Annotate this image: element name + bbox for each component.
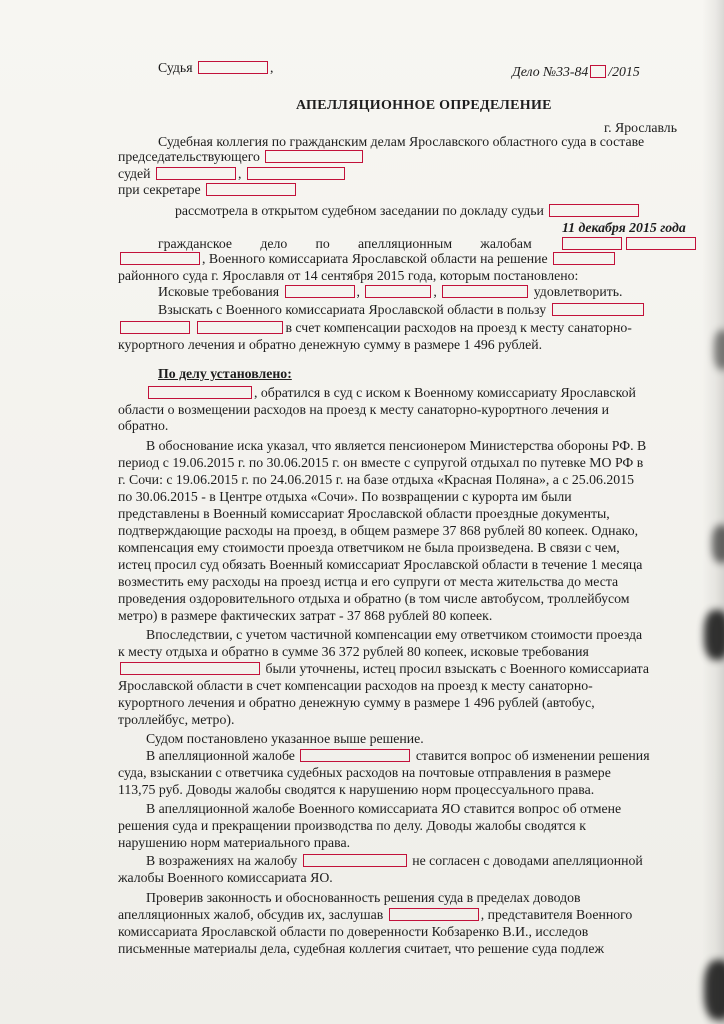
intro-line-2: , Военного комиссариата Ярославской области на решение [118, 251, 617, 267]
redaction-box [549, 204, 639, 217]
collect-line: Взыскать с Военного комиссариата Ярославской области в пользу [158, 302, 646, 318]
redaction-box [197, 321, 283, 334]
body-line: по 30.06.2015 - в Центре отдыха «Сочи». По возвращении с курорта им были [118, 489, 572, 504]
redaction-box [365, 285, 431, 298]
body-line: метро) в размере фактических затрат - 37 868 рублей 80 копеек. [118, 608, 493, 623]
established-heading: По делу установлено: [158, 366, 292, 381]
redaction-box [442, 285, 528, 298]
body-line: комиссариата Ярославской области по доверенности Кобзаренко В.И., исследов [118, 924, 589, 939]
city: г. Ярославль [604, 120, 677, 135]
judge-line: Судья , [158, 60, 274, 75]
body-line: решения суда и прекращении производства по делу. Доводы жалобы сводятся к [118, 818, 586, 833]
redaction-box [265, 150, 363, 163]
body-line: 113,75 руб. Доводы жалобы сводятся к нарушению норм процессуального права. [118, 782, 595, 797]
presiding-line: председательствующего [118, 149, 365, 165]
redaction-box [156, 167, 236, 180]
redaction-box [389, 908, 479, 921]
redaction-box [626, 237, 696, 250]
body-line: к месту отдыха и обратно в сумме 36 372 рублей 80 копеек, исковые требования [118, 644, 589, 659]
body-line: компенсация ему стоимости проезда ответчиком не была произведена. В связи с чем, [118, 540, 620, 555]
redaction-box [120, 252, 200, 265]
redaction-box [303, 854, 407, 867]
redaction-box [553, 252, 615, 265]
redaction-box [247, 167, 345, 180]
scan-edge-shadow [702, 0, 724, 1024]
body-line: В апелляционной жалобе ставится вопрос об изменении решения [146, 748, 650, 763]
redaction-box [148, 386, 252, 399]
compensation-line: в счет компенсации расходов на проезд к месту санаторно- [118, 320, 632, 336]
body-line: , обратился в суд с иском к Военному комиссариату Ярославской [146, 385, 636, 401]
redaction-box [120, 662, 260, 675]
body-line: письменные материалы дела, судебная коллегия считает, что решение суда подлеж [118, 941, 605, 956]
redaction-box [206, 183, 296, 196]
intro-line-3: районного суда г. Ярославля от 14 сентября 2015 года, которым постановлено: [118, 268, 579, 283]
document-title: АПЕЛЛЯЦИОННОЕ ОПРЕДЕЛЕНИЕ [296, 98, 552, 113]
scan-artifact [714, 330, 724, 370]
body-line: нарушению норм материального права. [118, 835, 351, 850]
body-line: троллейбус, метро). [118, 712, 235, 727]
body-line: возместить ему расходы на проезд истца и его супруги от места жительства до места [118, 574, 619, 589]
body-line: были уточнены, истец просил взыскать с Военного комиссариата [118, 661, 649, 677]
body-line: истец просил суд обязать Военный комиссариат Ярославской области в течение 1 месяца [118, 557, 643, 572]
body-line: обратно. [118, 418, 169, 433]
body-line: В апелляционной жалобе Военного комиссариата ЯО ставится вопрос об отмене [146, 801, 622, 816]
body-line: суда, взыскании с ответчика судебных расходов на почтовые отправления в размере [118, 765, 611, 780]
redaction-box [285, 285, 355, 298]
compensation-line-2: курортного лечения и обратно денежную сумму в размере 1 496 рублей. [118, 337, 543, 352]
body-line: апелляционных жалоб, обсудив их, заслушав , представителя Военного [118, 907, 633, 922]
redaction-box [562, 237, 622, 250]
redaction-box [198, 61, 268, 74]
judge-label: Судья [158, 60, 193, 75]
hearing-date: 11 декабря 2015 года [562, 220, 686, 235]
considered-line: рассмотрела в открытом судебном заседании по докладу судьи [175, 203, 641, 219]
body-line: г. Сочи: с 19.06.2015 г. по 24.06.2015 г. на базе отдыха «Красная Поляна», а с 25.06.2015 [118, 472, 634, 487]
body-line: курортного лечения и обратно денежную сумму в размере 1 496 рублей (автобус, [118, 695, 595, 710]
body-line: жалобы Военного комиссариата ЯО. [118, 870, 333, 885]
claims-line: Исковые требования , , удовлетворить. [158, 284, 623, 299]
scan-artifact [712, 525, 724, 563]
composition-line: Судебная коллегия по гражданским делам Ярославского областного суда в составе [158, 134, 645, 149]
body-line: Впоследствии, с учетом частичной компенсации ему ответчиком стоимости проезда [146, 627, 643, 642]
intro-line-1: гражданское дело по апелляционным жалобам [158, 236, 698, 252]
body-line: Проверив законность и обоснованность решения суда в пределах доводов [146, 890, 581, 905]
body-line: период с 19.06.2015 г. по 30.06.2015 г. он вместе с супругой отдыхал по путевке МО РФ в [118, 455, 644, 470]
scan-artifact [704, 960, 724, 1020]
body-line: В обоснование иска указал, что является пенсионером Министерства обороны РФ. В [146, 438, 647, 453]
case-number: Дело №33-84 /2015 [512, 64, 640, 79]
secretary-line: при секретаре [118, 182, 298, 198]
redaction-box [300, 749, 410, 762]
body-line: Ярославской области в счет компенсации расходов на проезд к месту санаторно- [118, 678, 593, 693]
body-line: Судом постановлено указанное выше решение. [146, 731, 424, 746]
scan-artifact [704, 610, 724, 660]
body-line: подтверждающие расходы на проезд, в общем размере 37 868 рублей 80 копеек. Однако, [118, 523, 639, 538]
redaction-box [120, 321, 190, 334]
redaction-box [590, 65, 606, 78]
body-line: проведения оздоровительного отдыха и обратно (в том числе автобусом, троллейбусом [118, 591, 630, 606]
body-line: В возражениях на жалобу не согласен с доводами апелляционной [146, 853, 643, 868]
judges-line: судей , [118, 166, 347, 182]
body-line: области о возмещении расходов на проезд к месту санаторно-курортного лечения и [118, 402, 610, 417]
redaction-box [552, 303, 644, 316]
body-line: представлены в Военный комиссариат Ярославской области проездные документы, [118, 506, 610, 521]
